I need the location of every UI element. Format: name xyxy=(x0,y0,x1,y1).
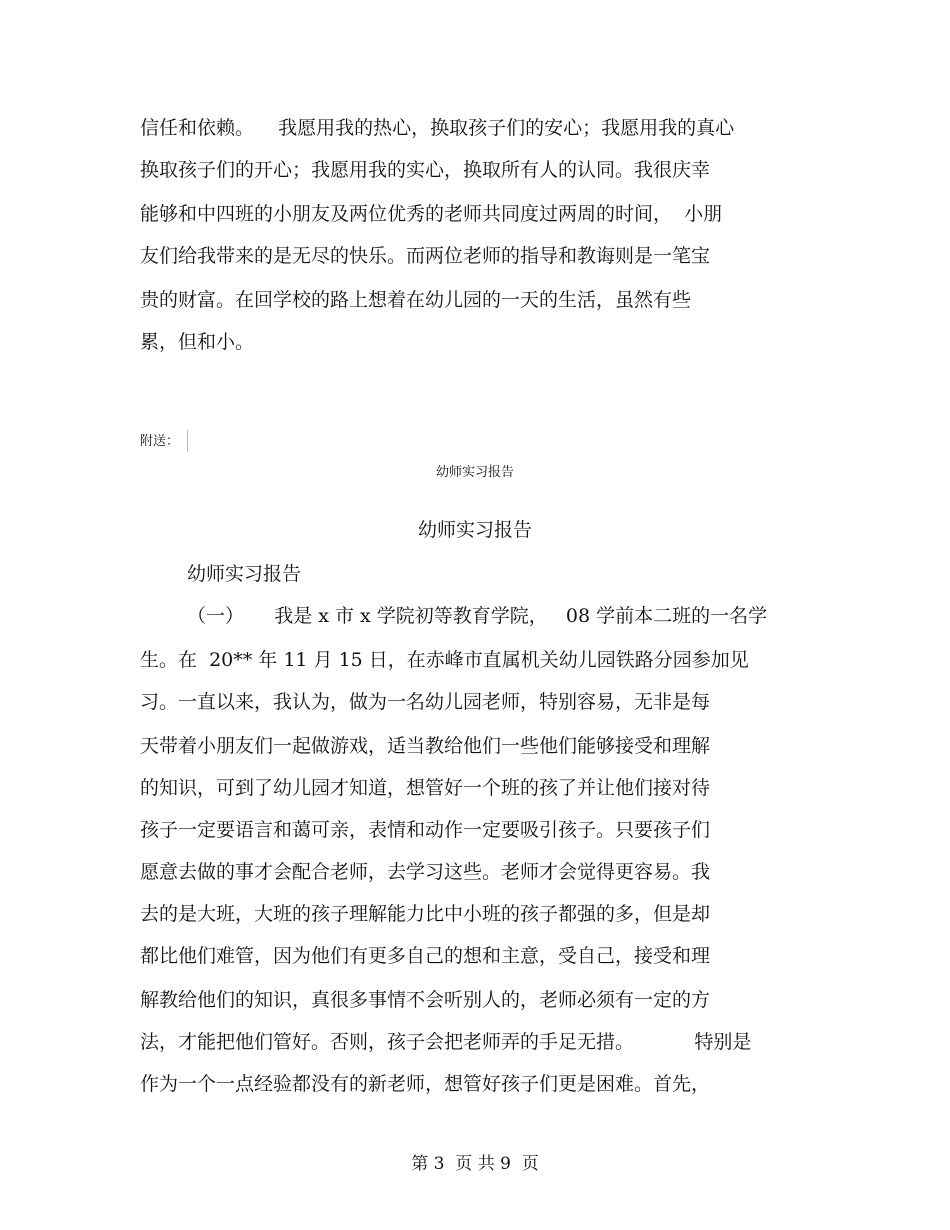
text-line: 愿意去做的事才会配合老师，去学习这些。老师才会觉得更容易。我 xyxy=(140,861,711,883)
subtitle: 幼师实习报告 xyxy=(187,563,302,585)
text-line: 法，才能把他们管好。否则，孩子会把老师弄的手足无措。 特别是 xyxy=(140,1031,752,1053)
text-line: 的知识，可到了幼儿园才知道，想管好一个班的孩了并让他们接对待 xyxy=(140,777,711,799)
text-line: 能够和中四班的小朋友及两位优秀的老师共同度过两周的时间， 小朋 xyxy=(140,203,723,225)
text-line: 去的是大班，大班的孩子理解能力比中小班的孩子都强的多，但是却 xyxy=(140,903,711,925)
text-line: 累，但和小。 xyxy=(140,331,255,353)
small-title: 幼师实习报告 xyxy=(435,465,514,480)
text-line: 天带着小朋友们一起做游戏，适当教给他们一些他们能够接受和理解 xyxy=(140,735,711,757)
text-line: 孩子一定要语言和蔼可亲，表情和动作一定要吸引孩子。只要孩子们 xyxy=(140,819,711,841)
text-line: 都比他们难管，因为他们有更多自己的想和主意，受自己，接受和理 xyxy=(140,945,711,967)
text-line: 生。在 20** 年 11 月 15 日，在赤峰市直属机关幼儿园铁路分园参加见 xyxy=(140,649,749,671)
text-line: 习。一直以来，我认为，做为一名幼儿园老师，特别容易，无非是每 xyxy=(140,691,711,713)
text-line: 换取孩子们的开心；我愿用我的实心，换取所有人的认同。我很庆幸 xyxy=(140,159,711,181)
text-line: 信任和依赖。 我愿用我的热心，换取孩子们的安心；我愿用我的真心 xyxy=(140,117,735,139)
text-line: 友们给我带来的是无尽的快乐。而两位老师的指导和教诲则是一笔宝 xyxy=(140,245,711,267)
page-footer: 第 3 页 共 9 页 xyxy=(411,1154,539,1174)
text-line: （一） 我是 x 市 x 学院初等教育学院， 08 学前本二班的一名学 xyxy=(187,605,768,627)
appendix-label: 附送： xyxy=(140,434,180,449)
text-line: 作为一个一点经验都没有的新老师，想管好孩子们更是困难。首先， xyxy=(140,1073,711,1095)
text-line: 解教给他们的知识，真很多事情不会听别人的，老师必须有一定的方 xyxy=(140,989,711,1011)
divider xyxy=(187,430,188,452)
text-line: 贵的财富。在回学校的路上想着在幼儿园的一天的生活，虽然有些 xyxy=(140,289,692,311)
main-title: 幼师实习报告 xyxy=(417,519,532,541)
